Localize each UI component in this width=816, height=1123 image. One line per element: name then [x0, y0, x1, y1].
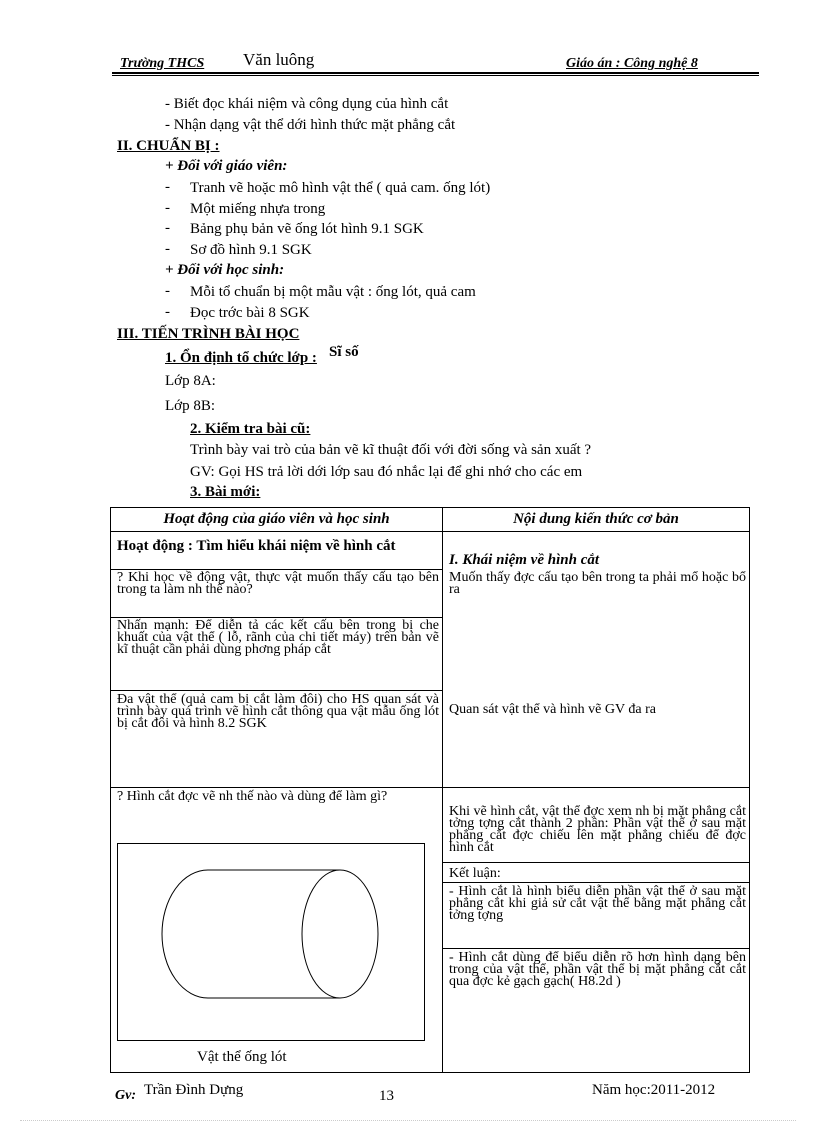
conclusion-1: - Hình cắt là hình biểu diễn phần vật thể ở sau mặt phẳng cắt khi giả sử cắt vật thể bằng mặt phẳng cắt tởng tợng — [449, 884, 746, 923]
student-item-1: Mỗi tổ chuẩn bị một mẫu vật : ống lót, quả cam — [190, 284, 476, 300]
teacher-heading: + Đối với giáo viên: — [165, 158, 288, 174]
objective-1: - Biết đọc khái niệm và công dụng của hình cắt — [165, 96, 449, 112]
table-header-activities: Hoạt động của giáo viên và học sinh — [111, 508, 443, 532]
class-8a: Lớp 8A: — [165, 373, 216, 389]
step-2-title: 2. Kiểm tra bài cũ: — [190, 421, 311, 437]
teacher-item-2: Một miếng nhựa trong — [190, 201, 326, 217]
bushing-figure — [118, 844, 424, 1040]
question-1: ? Khi học về động vật, thực vật muốn thấy cấu tạo bên trong ta làm nh thế nào? — [117, 570, 439, 597]
section-3-title: III. TIẾN TRÌNH BÀI HỌC — [117, 326, 300, 342]
header-school-name: Văn luông — [243, 50, 315, 69]
header-rule-thin — [112, 75, 759, 76]
header-subject: Giáo án : Công nghệ 8 — [566, 56, 698, 71]
activity-title: Hoạt động : Tìm hiểu khái niệm về hình cắt — [117, 538, 396, 554]
bullet-dash: - — [165, 283, 170, 299]
teacher-item-1: Tranh vẽ hoặc mô hình vật thể ( quả cam. ống lót) — [190, 180, 491, 196]
teacher-item-4: Sơ đồ hình 9.1 SGK — [190, 242, 312, 258]
footer-school-year: Năm học:2011-2012 — [592, 1082, 716, 1098]
step-2-teacher-note: GV: Gọi HS trả lời dới lớp sau đó nhắc lại để ghi nhớ cho các em — [190, 464, 583, 480]
objective-2: - Nhận dạng vật thể dới hình thức mặt phẳng cắt — [165, 117, 456, 133]
activities-cell — [111, 532, 443, 1073]
question-2: ? Hình cắt đợc vẽ nh thế nào và dùng để làm gì? — [117, 789, 388, 804]
bullet-dash: - — [165, 241, 170, 257]
row-divider — [111, 787, 443, 788]
conclusion-label: Kết luận: — [449, 866, 501, 881]
figure-caption: Vật thể ống lót — [197, 1049, 287, 1065]
figure-box — [117, 843, 425, 1041]
lesson-table — [110, 507, 750, 1073]
answer-1: Muốn thấy đợc cấu tạo bên trong ta phải mổ hoặc bổ ra — [449, 570, 746, 597]
table-header-content: Nội dung kiến thức cơ bản — [443, 508, 750, 532]
step-3-title: 3. Bài mới: — [190, 484, 261, 500]
concept-title: I. Khái niệm về hình cắt — [449, 552, 600, 568]
row-divider — [443, 787, 750, 788]
footer-teacher-name: Trần Đình Dựng — [144, 1082, 244, 1098]
content-cell — [443, 532, 750, 1073]
row-divider — [443, 882, 750, 883]
cylinder-left-arc — [162, 870, 208, 998]
bullet-dash: - — [165, 220, 170, 236]
student-heading: + Đối với học sinh: — [165, 262, 285, 278]
step-2-question: Trình bày vai trò của bản vẽ kĩ thuật đối với đời sống và sản xuất ? — [190, 442, 592, 458]
section-2-title: II. CHUẨN BỊ : — [117, 138, 220, 154]
row-divider — [111, 690, 443, 691]
bullet-dash: - — [165, 179, 170, 195]
demonstration-text: Đa vật thể (quả cam bị cắt làm đôi) cho HS quan sát và trình bày quá trình vẽ hình cắt thông qua vật mẫu ống lót bị cắt đôi và hình 8.2 SGK — [117, 692, 439, 731]
conclusion-2: - Hình cắt dùng để biểu diễn rõ hơn hình dạng bên trong của vật thể, phần vật thể bị mặt phẳng cắt cắt qua đợc kẻ gạch gạch( H8.2d ) — [449, 950, 746, 989]
answer-2: Quan sát vật thể và hình vẽ GV đa ra — [449, 702, 656, 717]
header-rule — [112, 72, 759, 74]
page-number: 13 — [379, 1088, 394, 1104]
row-divider — [443, 948, 750, 949]
teacher-item-3: Bảng phụ bản vẽ ống lót hình 9.1 SGK — [190, 221, 424, 237]
step-1-extra: Sĩ số — [329, 344, 359, 360]
answer-3: Khi vẽ hình cắt, vật thể đợc xem nh bị mặt phẳng cắt tởng tợng cắt thành 2 phần: Phần vật thể ở sau mặt phẳng cắt đợc chiếu lên mặt phẳng chiếu để đợc hình cắt — [449, 804, 746, 855]
footer-gv-label: Gv: — [115, 1088, 136, 1103]
header-school-label: Trường THCS — [120, 56, 205, 71]
cylinder-end-ellipse — [302, 870, 378, 998]
step-1-title: 1. Ổn định tổ chức lớp : — [165, 350, 317, 366]
bullet-dash: - — [165, 200, 170, 216]
bullet-dash: - — [165, 304, 170, 320]
emphasis-text: Nhấn mạnh: Để diễn tả các kết cấu bên trong bị che khuất của vật thể ( lỗ, rãnh của chi tiết máy) trên bản vẽ kĩ thuật cần phải dùng phơng pháp cắt — [117, 618, 439, 657]
row-divider — [443, 862, 750, 863]
student-item-2: Đọc trớc bài 8 SGK — [190, 305, 310, 321]
footer-dotted-rule — [20, 1120, 796, 1121]
class-8b: Lớp 8B: — [165, 398, 216, 414]
